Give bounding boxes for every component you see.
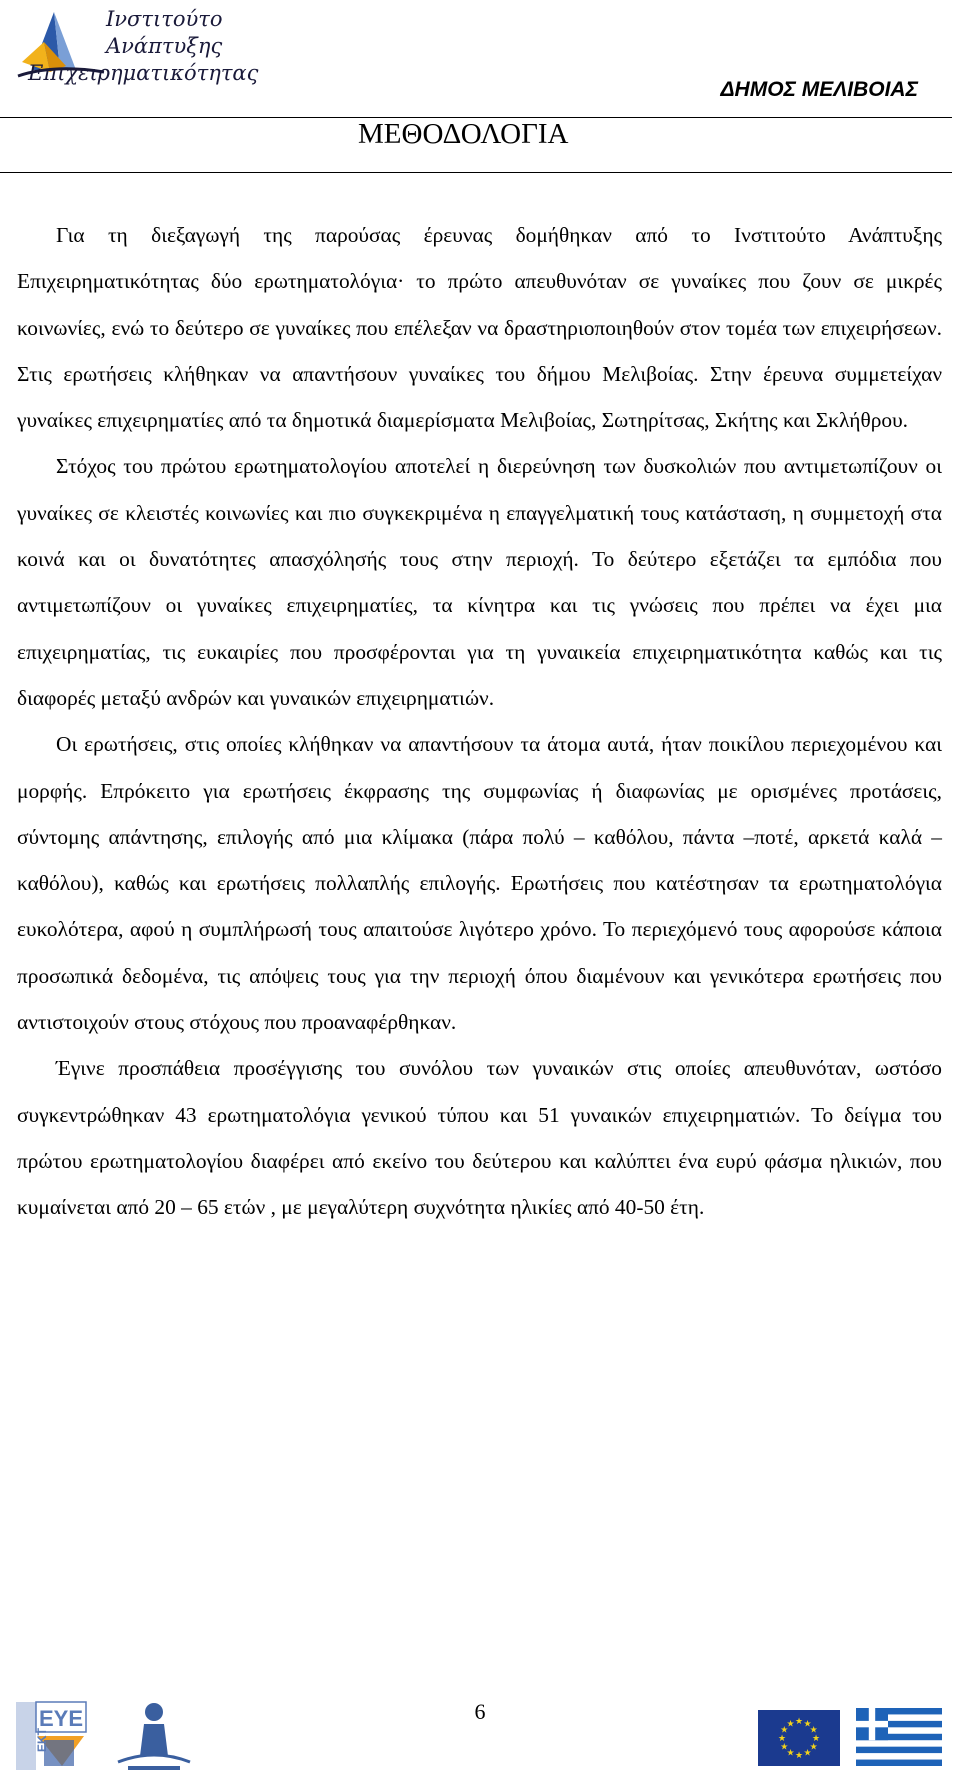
logo-line-1: Ινστιτούτο <box>106 7 223 31</box>
paragraph-1: Για τη διεξαγωγή της παρούσας έρευνας δομήθηκαν από το Ινστιτούτο Ανάπτυξης Επιχειρηματικότητας δύο ερωτηματολόγια· το πρώτο απευθυνόταν σε γυναίκες που ζουν σε μικρές κοινωνίες, ενώ το δεύτερο σε γυναίκες που επέλεξαν να δραστηριοποιηθούν στον τομέα των επιχειρήσεων. Στις ερωτήσεις κλήθηκαν να απαντήσουν γυναίκες του δήμου Μελιβοίας. Στην έρευνα συμμετείχαν γυναίκες επιχειρηματίες από τα δημοτικά διαμερίσματα Μελιβοίας, Σωτηρίτσας, Σκήτης και Σκλήθρου. <box>17 223 942 433</box>
eu-flag <box>758 1710 840 1766</box>
page-title: ΜΕΘΟΔΟΛΟΓΙΑ <box>358 118 569 150</box>
paragraph-2: Στόχος του πρώτου ερωτηματολογίου αποτελεί η διερεύνηση των δυσκολιών που αντιμετωπίζουν οι γυναίκες σε κλειστές κοινωνίες και πιο συγκεκριμένα η επαγγελματική τους κατάσταση, η συμμετοχή στα κοινά και οι δυνατότητες απασχόλησής τους στην περιοχή. Το δεύτερο εξετάζει τα εμπόδια που αντιμετωπίζουν οι γυναίκες επιχειρηματίες, τα κίνητρα και τις γνώσεις που πρέπει να έχει μια επιχειρηματίας, τις ευκαιρίες που προσφέρονται για τη γυναικεία επιχειρηματικότητα καθώς και τις διαφορές μεταξύ ανδρών και γυναικών επιχειρηματιών. <box>17 454 942 710</box>
paragraph-3: Οι ερωτήσεις, στις οποίες κλήθηκαν να απαντήσουν τα άτομα αυτά, ήταν ποικίλου περιεχομένου και μορφής. Επρόκειτο για ερωτήσεις έκφρασης της συμφωνίας ή διαφωνίας με ορισμένες προτάσεις, σύντομης απάντησης, επιλογής από μια κλίμακα (πάρα πολύ – καθόλου, πάντα –ποτέ, αρκετά καλά – καθόλου), καθώς και ερωτήσεις πολλαπλής επιλογής. Ερωτήσεις που κατέστησαν τα ερωτηματολόγια ευκολότερα, αφού η συμπλήρωσή τους απαιτούσε λιγότερο χρόνο. Το περιεχόμενό τους αφορούσε κάποια προσωπικά δεδομένα, τις απόψεις τους για την περιοχή όπου διαμένουν και γενικότερα ερωτήσεις που αντιστοιχούν στους στόχους που προαναφέρθηκαν. <box>17 732 942 1035</box>
eu-star-icon: ★ <box>811 1733 821 1743</box>
logo-line-3: Επιχειρηματικότητας <box>28 61 259 85</box>
eu-star-icon: ★ <box>780 1741 789 1752</box>
greek-flag <box>856 1708 942 1766</box>
document-body <box>17 212 942 1231</box>
eu-star-icon: ★ <box>803 1718 812 1729</box>
eu-star-icon: ★ <box>809 1724 818 1735</box>
eye-text: ΕΥΕ <box>38 1706 84 1731</box>
municipality-label: ΔΗΜΟΣ ΜΕΛΙΒΟΙΑΣ <box>720 78 918 101</box>
eu-star-icon: ★ <box>777 1733 787 1743</box>
header-divider-bottom <box>0 172 952 173</box>
eu-star-icon: ★ <box>794 1750 804 1760</box>
eu-star-icon: ★ <box>794 1716 804 1726</box>
institute-logo <box>14 6 259 102</box>
institute-logo-text <box>28 6 259 87</box>
eu-star-icon: ★ <box>803 1747 812 1758</box>
logo-line-2: Ανάπτυξης <box>106 34 223 58</box>
eu-star-icon: ★ <box>809 1741 818 1752</box>
eu-star-icon: ★ <box>786 1718 795 1729</box>
ekt-text: ΕΚΤ <box>35 1728 49 1752</box>
eu-star-icon: ★ <box>786 1747 795 1758</box>
page-number: 6 <box>474 1699 486 1724</box>
paragraph-4: Έγινε προσπάθεια προσέγγισης του συνόλου των γυναικών στις οποίες απευθυνόταν, ωστόσο συγκεντρώθηκαν 43 ερωτηματολόγια γενικού τύπου και 51 γυναικών επιχειρηματιών. Το δείγμα του πρώτου ερωτηματολογίου διαφέρει από εκείνο του δεύτερου και καλύπτει ένα ευρύ φάσμα ηλικιών, που κυμαίνεται από 20 – 65 ετών , με μεγαλύτερη συχνότητα ηλικίες από 40-50 έτη. <box>17 1056 942 1220</box>
eu-star-icon: ★ <box>780 1724 789 1735</box>
